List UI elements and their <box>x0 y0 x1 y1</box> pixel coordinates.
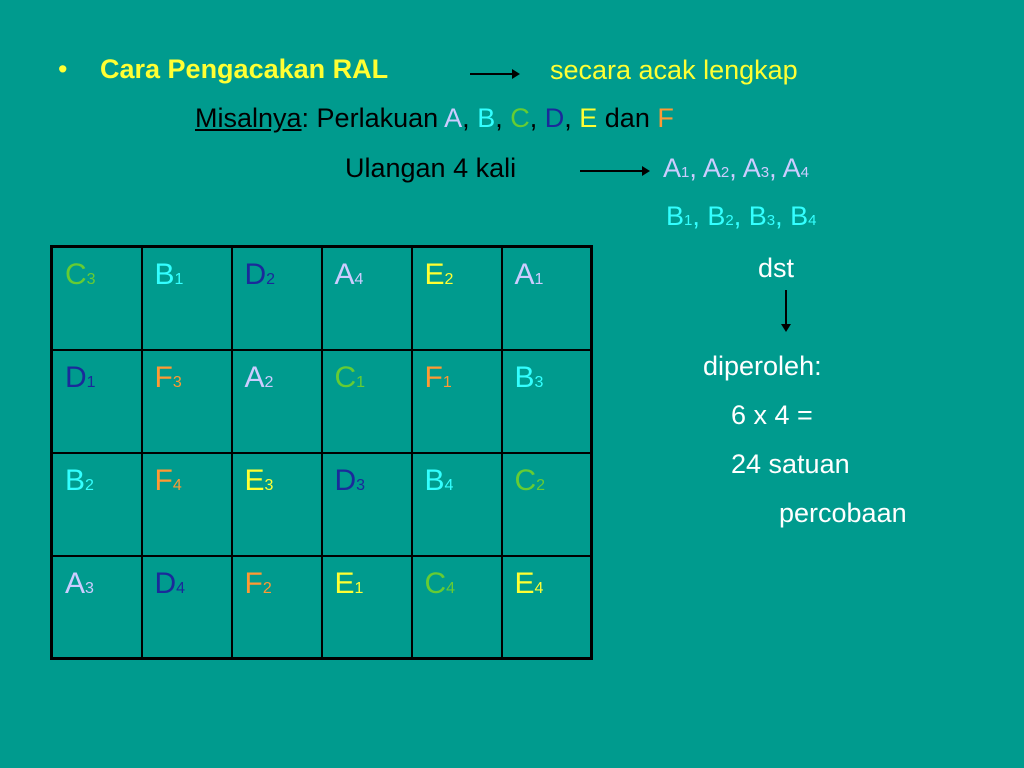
arrow-down-icon <box>785 290 787 330</box>
replicates-b: B1, B2, B3, B4 <box>666 201 817 231</box>
result-line-3: 24 satuan <box>731 449 850 479</box>
table-row <box>52 247 592 350</box>
result-line-4: percobaan <box>779 498 907 528</box>
table-cell: F1 <box>412 350 502 453</box>
randomization-table <box>50 245 593 660</box>
table-cell: D1 <box>52 350 142 453</box>
table-row <box>52 556 592 659</box>
misalnya-label: Misalnya <box>195 103 302 133</box>
treatment-d: D <box>544 103 565 133</box>
table-cell: B4 <box>412 453 502 556</box>
table-cell: C2 <box>502 453 592 556</box>
arrow-right-icon <box>470 73 518 75</box>
table-cell: A4 <box>322 247 412 350</box>
table-cell: A2 <box>232 350 322 453</box>
bullet: • <box>58 54 68 84</box>
table-row <box>52 453 592 556</box>
arrow-right-icon <box>580 170 648 172</box>
table-cell: D3 <box>322 453 412 556</box>
table-cell: E3 <box>232 453 322 556</box>
slide-heading: Cara Pengacakan RAL <box>100 54 389 84</box>
table-cell: C1 <box>322 350 412 453</box>
dst-label: dst <box>758 253 795 283</box>
treatment-e: E <box>579 103 598 133</box>
table-cell: B1 <box>142 247 232 350</box>
table-cell: F2 <box>232 556 322 659</box>
treatment-f: F <box>657 103 674 133</box>
example-line: Misalnya: Perlakuan A, B, C, D, E dan F <box>195 103 674 133</box>
replicates-a: A1, A2, A3, A4 <box>663 153 809 183</box>
perlakuan-label: : Perlakuan <box>301 103 439 133</box>
table-cell: E2 <box>412 247 502 350</box>
treatment-b: B <box>477 103 496 133</box>
table-cell: F3 <box>142 350 232 453</box>
result-line-1: diperoleh: <box>703 351 822 381</box>
table-cell: A3 <box>52 556 142 659</box>
dan-label: dan <box>604 103 650 133</box>
result-line-2: 6 x 4 = <box>731 400 813 430</box>
table-cell: B3 <box>502 350 592 453</box>
table-cell: C3 <box>52 247 142 350</box>
table-cell: C4 <box>412 556 502 659</box>
table-cell: F4 <box>142 453 232 556</box>
table-cell: B2 <box>52 453 142 556</box>
table-cell: E4 <box>502 556 592 659</box>
heading-description: secara acak lengkap <box>550 55 798 85</box>
table-cell: E1 <box>322 556 412 659</box>
ulangan-label: Ulangan 4 kali <box>345 153 517 183</box>
treatment-a: A <box>444 103 463 133</box>
table-cell: D4 <box>142 556 232 659</box>
table-row <box>52 350 592 453</box>
treatment-c: C <box>510 103 530 133</box>
table-cell: D2 <box>232 247 322 350</box>
table-cell: A1 <box>502 247 592 350</box>
